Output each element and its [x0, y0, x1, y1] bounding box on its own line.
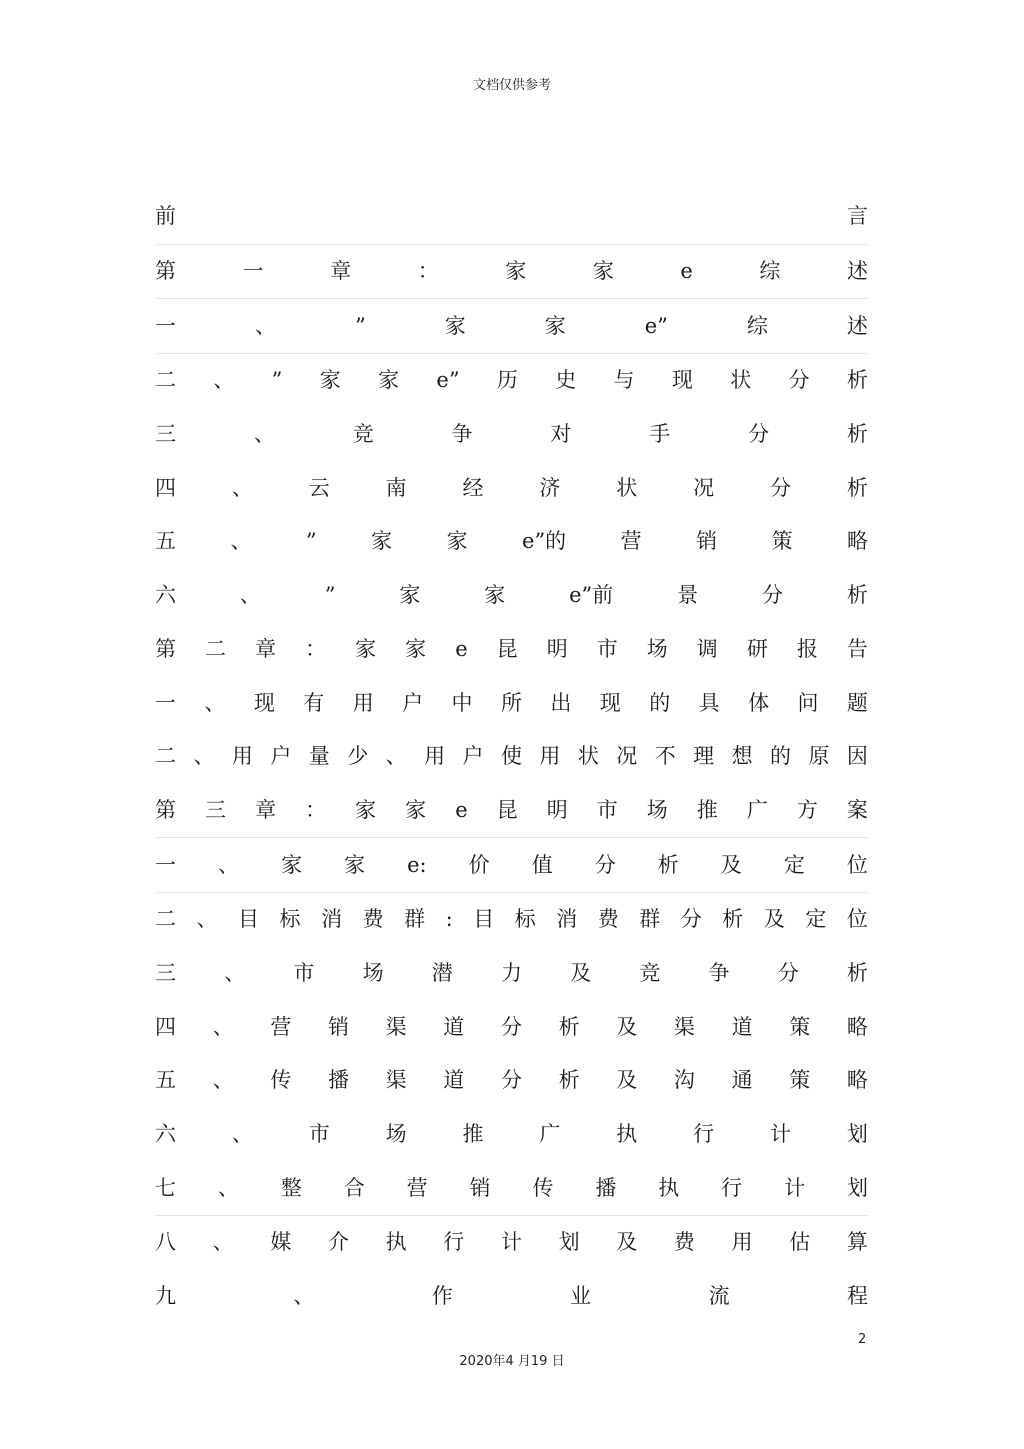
toc-char: e” — [436, 368, 460, 393]
toc-char: 六 — [155, 1122, 176, 1147]
toc-char: 分 — [594, 852, 616, 877]
toc-char: 家 — [371, 529, 393, 554]
toc-char: 分 — [770, 475, 791, 500]
toc-char: 及 — [616, 1230, 638, 1255]
toc-char: 、 — [218, 852, 240, 877]
toc-char: 家 — [355, 797, 377, 822]
toc-char: 家 — [405, 797, 427, 822]
toc-entry — [155, 190, 868, 244]
toc-char: 执 — [658, 1175, 680, 1200]
toc-char: 告 — [846, 636, 868, 661]
toc-char: 报 — [796, 636, 818, 661]
toc-entry — [155, 947, 868, 1001]
toc-char: 市 — [308, 1122, 330, 1147]
toc-char: 略 — [846, 1068, 868, 1093]
toc-char: 八 — [155, 1230, 176, 1255]
toc-entry — [155, 1054, 868, 1108]
toc-char: 出 — [550, 690, 572, 715]
toc-char: 计 — [770, 1122, 791, 1147]
toc-char: 程 — [846, 1284, 868, 1309]
toc-char: 况 — [693, 475, 715, 500]
toc-char: 争 — [451, 422, 473, 447]
toc-char: 销 — [696, 529, 718, 554]
toc-char: 家 — [319, 368, 341, 393]
toc-char: 行 — [443, 1230, 465, 1255]
toc-char: 分 — [500, 1068, 522, 1093]
toc-char: 与 — [613, 368, 635, 393]
toc-char: 及 — [570, 960, 592, 985]
toc-char: 及 — [763, 907, 785, 932]
toc-char: 、 — [231, 475, 253, 500]
toc-char: 家 — [355, 636, 377, 661]
toc-char: 况 — [616, 744, 638, 769]
toc-char: 位 — [846, 907, 868, 932]
toc-char: 因 — [846, 744, 868, 769]
toc-char: 销 — [469, 1175, 491, 1200]
toc-char: 用 — [231, 744, 253, 769]
toc-char: ： — [417, 259, 439, 284]
page-number: 2 — [858, 1332, 867, 1347]
toc-char: 家 — [592, 259, 614, 284]
toc-char: 渠 — [673, 1014, 695, 1039]
toc-char: 述 — [846, 313, 868, 338]
toc-char: 媒 — [270, 1230, 292, 1255]
toc-char: 经 — [462, 475, 484, 500]
toc-char: 状 — [730, 368, 752, 393]
toc-char: 具 — [698, 690, 720, 715]
toc-char: e”前 — [569, 583, 614, 608]
toc-char: 作 — [431, 1284, 453, 1309]
toc-char: 推 — [462, 1122, 484, 1147]
toc-char: 析 — [722, 907, 744, 932]
toc-char: 潜 — [431, 960, 453, 985]
toc-char: 前 — [155, 204, 176, 229]
toc-char: 市 — [596, 636, 618, 661]
toc-char: 、 — [212, 1014, 234, 1039]
toc-char: 场 — [646, 636, 668, 661]
toc-char: 一 — [155, 690, 176, 715]
toc-char: 云 — [308, 475, 330, 500]
toc-char: 行 — [693, 1122, 715, 1147]
toc-char: 想 — [731, 744, 753, 769]
toc-char: 案 — [846, 797, 868, 822]
toc-char: 、 — [231, 1122, 253, 1147]
toc-char: 计 — [784, 1175, 806, 1200]
toc-char: 价 — [468, 852, 490, 877]
table-of-contents — [155, 190, 868, 1323]
toc-char: 户 — [402, 690, 424, 715]
toc-char: 用 — [731, 1230, 753, 1255]
toc-char: 户 — [462, 744, 484, 769]
toc-char: 题 — [846, 690, 868, 715]
toc-char: 第 — [155, 797, 176, 822]
toc-char: 综 — [746, 313, 768, 338]
toc-char: 家 — [446, 529, 468, 554]
toc-char: 南 — [385, 475, 407, 500]
toc-char: 手 — [649, 422, 671, 447]
toc-char: 五 — [155, 1068, 176, 1093]
toc-char: 言 — [847, 204, 868, 229]
page-header: 文档仅供参考 — [472, 78, 551, 93]
toc-char: ” — [355, 313, 366, 338]
toc-char: 传 — [270, 1068, 292, 1093]
toc-entry — [155, 353, 868, 408]
toc-char: ： — [305, 797, 327, 822]
toc-char: 第 — [155, 636, 176, 661]
toc-char: 所 — [500, 690, 522, 715]
toc-char: 现 — [253, 690, 275, 715]
toc-char: 家 — [399, 583, 421, 608]
toc-char: 销 — [327, 1014, 349, 1039]
toc-char: 用 — [424, 744, 446, 769]
toc-char: 一 — [242, 259, 264, 284]
toc-char: 渠 — [385, 1068, 407, 1093]
toc-char: 三 — [205, 797, 227, 822]
toc-char: 目 — [473, 907, 495, 932]
toc-char: 章 — [330, 259, 352, 284]
toc-char: 九 — [155, 1284, 176, 1309]
toc-char: 家 — [484, 583, 506, 608]
toc-char: 体 — [748, 690, 770, 715]
toc-char: 第 — [155, 259, 176, 284]
toc-char: 昆 — [496, 797, 518, 822]
toc-char: 目 — [238, 907, 260, 932]
toc-char: 有 — [303, 690, 325, 715]
toc-char: 营 — [406, 1175, 428, 1200]
toc-char: 分 — [762, 583, 784, 608]
toc-char: 场 — [362, 960, 384, 985]
toc-char: 及 — [616, 1014, 638, 1039]
toc-char: e” — [644, 313, 668, 338]
toc-char: ” — [271, 368, 283, 393]
toc-char: 、 — [253, 422, 275, 447]
toc-char: 析 — [657, 852, 679, 877]
toc-char: 二 — [155, 744, 176, 769]
toc-entry — [155, 461, 868, 515]
toc-char: 二 — [205, 636, 227, 661]
toc-char: 综 — [759, 259, 781, 284]
toc-char: 划 — [846, 1175, 868, 1200]
toc-char: 划 — [846, 1122, 868, 1147]
toc-char: 市 — [596, 797, 618, 822]
toc-char: 费 — [597, 907, 619, 932]
toc-char: 费 — [673, 1230, 695, 1255]
toc-char: 五 — [155, 529, 176, 554]
toc-char: 群 — [639, 907, 661, 932]
toc-char: 道 — [731, 1014, 753, 1039]
toc-char: 整 — [280, 1175, 302, 1200]
toc-char: 介 — [327, 1230, 349, 1255]
toc-char: 家 — [281, 852, 303, 877]
toc-char: 用 — [539, 744, 561, 769]
toc-char: 济 — [539, 475, 561, 500]
toc-char: 流 — [708, 1284, 730, 1309]
toc-char: 道 — [443, 1068, 465, 1093]
toc-char: 使 — [500, 744, 522, 769]
toc-char: 群 — [404, 907, 426, 932]
toc-char: 计 — [500, 1230, 522, 1255]
toc-char: 二 — [155, 907, 176, 932]
toc-entry — [155, 676, 868, 730]
toc-char: 量 — [308, 744, 330, 769]
toc-char: 、 — [213, 368, 235, 393]
toc-char: 位 — [846, 852, 868, 877]
toc-char: 史 — [555, 368, 577, 393]
toc-entry — [155, 1108, 868, 1162]
toc-char: 景 — [677, 583, 699, 608]
toc-char: ” — [324, 583, 336, 608]
toc-char: 四 — [155, 1014, 176, 1039]
toc-char: e: — [407, 852, 427, 877]
toc-char: 家 — [544, 313, 566, 338]
toc-char: 竞 — [352, 422, 374, 447]
toc-char: 广 — [746, 797, 768, 822]
toc-char: 析 — [846, 960, 868, 985]
toc-entry — [155, 1215, 868, 1270]
toc-entry — [155, 837, 868, 892]
toc-char: 不 — [654, 744, 676, 769]
toc-char: 方 — [796, 797, 818, 822]
toc-char: 分 — [748, 422, 770, 447]
toc-char: 执 — [385, 1230, 407, 1255]
toc-char: 述 — [846, 259, 868, 284]
toc-char: 三 — [155, 422, 176, 447]
toc-char: 分 — [680, 907, 702, 932]
toc-char: 、 — [239, 583, 261, 608]
toc-char: 值 — [531, 852, 553, 877]
toc-entry — [155, 408, 868, 462]
toc-char: 分 — [788, 368, 810, 393]
toc-char: e — [455, 636, 468, 661]
toc-entry — [155, 515, 868, 569]
toc-char: 消 — [556, 907, 578, 932]
toc-char: e”的 — [522, 529, 567, 554]
toc-char: 家 — [405, 636, 427, 661]
toc-char: 播 — [327, 1068, 349, 1093]
toc-char: 中 — [451, 690, 473, 715]
toc-char: 明 — [546, 797, 568, 822]
toc-char: 、 — [196, 907, 218, 932]
toc-char: 标 — [279, 907, 301, 932]
toc-char: 六 — [155, 583, 176, 608]
toc-char: 现 — [671, 368, 693, 393]
toc-char: 营 — [270, 1014, 292, 1039]
toc-char: 策 — [789, 1014, 811, 1039]
toc-char: 状 — [577, 744, 599, 769]
toc-char: 分 — [500, 1014, 522, 1039]
toc-char: 及 — [616, 1068, 638, 1093]
toc-char: 用 — [352, 690, 374, 715]
toc-char: 沟 — [673, 1068, 695, 1093]
toc-char: 状 — [616, 475, 638, 500]
toc-char: 争 — [708, 960, 730, 985]
toc-char: 业 — [570, 1284, 592, 1309]
toc-char: 家 — [444, 313, 466, 338]
toc-char: 策 — [789, 1068, 811, 1093]
toc-char: 章 — [255, 797, 277, 822]
footer-date: 2020年4 月19 日 — [459, 1354, 565, 1369]
toc-char: e — [455, 797, 468, 822]
toc-char: 析 — [846, 475, 868, 500]
toc-char: 划 — [558, 1230, 580, 1255]
toc-char: 分 — [777, 960, 799, 985]
toc-entry — [155, 244, 868, 299]
toc-char: 调 — [696, 636, 718, 661]
toc-char: 析 — [558, 1014, 580, 1039]
toc-char: 广 — [539, 1122, 561, 1147]
toc-char: 费 — [362, 907, 384, 932]
toc-char: 定 — [783, 852, 805, 877]
toc-entry — [155, 1270, 868, 1324]
toc-char: 及 — [720, 852, 742, 877]
toc-entry — [155, 730, 868, 784]
toc-char: 竞 — [639, 960, 661, 985]
toc-char: 析 — [846, 422, 868, 447]
toc-entry — [155, 892, 868, 947]
toc-char: 对 — [550, 422, 572, 447]
toc-char: ： — [305, 636, 327, 661]
toc-char: e — [680, 259, 693, 284]
toc-char: 标 — [514, 907, 536, 932]
toc-char: 一 — [155, 313, 176, 338]
toc-char: 、 — [230, 529, 252, 554]
toc-char: 四 — [155, 475, 176, 500]
toc-entry — [155, 1161, 868, 1215]
toc-char: 问 — [797, 690, 819, 715]
toc-char: 执 — [616, 1122, 638, 1147]
toc-entry — [155, 623, 868, 677]
toc-char: 的 — [649, 690, 671, 715]
toc-char: 析 — [846, 583, 868, 608]
toc-char: 略 — [847, 529, 868, 554]
toc-char: 七 — [155, 1175, 176, 1200]
toc-entry — [155, 784, 868, 838]
toc-char: 道 — [443, 1014, 465, 1039]
toc-char: 理 — [693, 744, 715, 769]
toc-char: 通 — [731, 1068, 753, 1093]
toc-char: 、 — [193, 744, 215, 769]
toc-char: 传 — [532, 1175, 554, 1200]
toc-entry — [155, 569, 868, 623]
toc-char: 场 — [385, 1122, 407, 1147]
toc-char: 户 — [270, 744, 292, 769]
toc-char: 、 — [255, 313, 276, 338]
toc-char: 、 — [217, 1175, 239, 1200]
toc-char: 合 — [343, 1175, 365, 1200]
toc-char: 力 — [500, 960, 522, 985]
toc-char: 营 — [620, 529, 642, 554]
toc-char: 、 — [212, 1068, 234, 1093]
toc-char: 推 — [696, 797, 718, 822]
toc-char: 策 — [771, 529, 793, 554]
toc-char: 、 — [204, 690, 226, 715]
toc-char: 家 — [505, 259, 527, 284]
toc-char: 现 — [599, 690, 621, 715]
toc-char: 原 — [808, 744, 830, 769]
toc-char: 历 — [496, 368, 518, 393]
toc-char: 、 — [212, 1230, 234, 1255]
toc-char: 、 — [224, 960, 246, 985]
toc-char: ” — [305, 529, 317, 554]
toc-char: 家 — [378, 368, 400, 393]
toc-char: 的 — [770, 744, 791, 769]
toc-char: 消 — [321, 907, 343, 932]
toc-char: 三 — [155, 960, 176, 985]
toc-char: 析 — [558, 1068, 580, 1093]
toc-char: 章 — [255, 636, 277, 661]
toc-entry — [155, 298, 868, 353]
toc-char: 、 — [293, 1284, 315, 1309]
toc-char: 、 — [385, 744, 407, 769]
toc-char: 略 — [846, 1014, 868, 1039]
toc-char: 场 — [646, 797, 668, 822]
toc-char: 少 — [347, 744, 369, 769]
toc-char: 播 — [595, 1175, 617, 1200]
toc-char: 家 — [344, 852, 366, 877]
toc-char: 二 — [155, 368, 176, 393]
toc-char: 定 — [805, 907, 827, 932]
toc-char: : — [445, 907, 453, 932]
toc-entry — [155, 1000, 868, 1054]
toc-char: 算 — [846, 1230, 868, 1255]
toc-char: 渠 — [385, 1014, 407, 1039]
toc-char: 研 — [746, 636, 768, 661]
toc-char: 市 — [293, 960, 315, 985]
toc-char: 昆 — [496, 636, 518, 661]
toc-char: 一 — [155, 852, 176, 877]
toc-char: 明 — [546, 636, 568, 661]
toc-char: 估 — [789, 1230, 811, 1255]
toc-char: 析 — [846, 368, 868, 393]
toc-char: 行 — [721, 1175, 743, 1200]
